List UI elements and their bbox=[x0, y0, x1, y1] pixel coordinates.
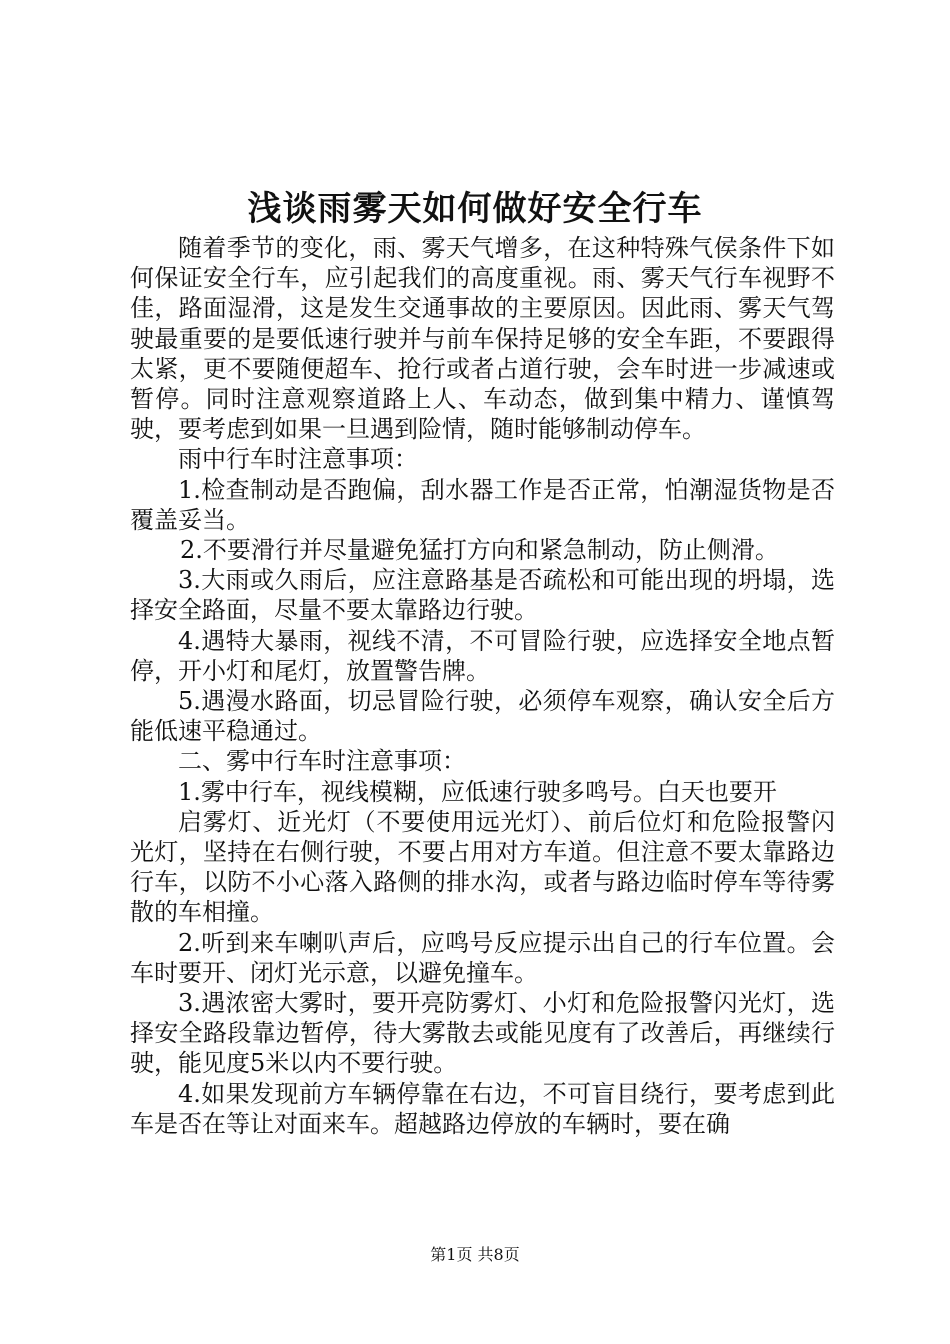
fog-item-3: 3.遇浓密大雾时，要开亮防雾灯、小灯和危险报警闪光灯，选择安全路段靠边暂停，待大雾散去或能见度有了改善后，再继续行驶，能见度5米以内不要行驶。 bbox=[130, 989, 835, 1078]
page-indicator: 第1页 共8页 bbox=[430, 1245, 520, 1264]
fog-item-1-start: 1.雾中行车，视线模糊，应低速行驶多鸣号。白天也要开 bbox=[178, 777, 777, 806]
fog-item-4: 4.如果发现前方车辆停靠在右边，不可盲目绕行，要考虑到此车是否在等让对面来车。超越路边停放的车辆时，要在确 bbox=[130, 1079, 835, 1138]
rain-item-1: 1.检查制动是否跑偏，刮水器工作是否正常，怕潮湿货物是否覆盖妥当。 bbox=[130, 475, 835, 534]
page-title: 浅谈雨雾天如何做好安全行车 bbox=[247, 189, 703, 229]
rain-item-5: 5.遇漫水路面，切忌冒险行驶，必须停车观察，确认安全后方能低速平稳通过。 bbox=[130, 687, 835, 746]
rain-item-2: 2.不要滑行并尽量避免猛打方向和紧急制动，防止侧滑。 bbox=[180, 536, 779, 565]
fog-item-1-continued: 启雾灯、近光灯（不要使用远光灯）、前后位灯和危险报警闪光灯，坚持在右侧行驶，不要占用对方车道。但注意不要太靠路边行车，以防不小心落入路侧的排水沟，或者与路边临时停车等待雾散的车相撞。 bbox=[130, 807, 835, 927]
rain-item-4: 4.遇特大暴雨，视线不清，不可冒险行驶，应选择安全地点暂停，开小灯和尾灯，放置警告牌。 bbox=[130, 626, 835, 685]
page-footer bbox=[0, 1245, 950, 1265]
section-heading-rain: 雨中行车时注意事项： bbox=[178, 445, 418, 474]
rain-item-3: 3.大雨或久雨后，应注意路基是否疏松和可能出现的坍塌，选择安全路面，尽量不要太靠路边行驶。 bbox=[130, 566, 835, 625]
document-body bbox=[130, 233, 835, 1139]
section-heading-fog: 二、雾中行车时注意事项： bbox=[178, 747, 466, 776]
fog-item-2: 2.听到来车喇叭声后，应鸣号反应提示出自己的行车位置。会车时要开、闭灯光示意，以避免撞车。 bbox=[130, 928, 835, 987]
paragraph-intro: 随着季节的变化，雨、雾天气增多，在这种特殊气侯条件下如何保证安全行车，应引起我们的高度重视。雨、雾天气行车视野不佳，路面湿滑，这是发生交通事故的主要原因。因此雨、雾天气驾驶最重要的是要低速行驶并与前车保持足够的安全车距，不要跟得太紧，更不要随便超车、抢行或者占道行驶，会车时进一步减速或暂停。同时注意观察道路上人、车动态，做到集中精力、谨慎驾驶，要考虑到如果一旦遇到险情，随时能够制动停车。 bbox=[130, 234, 835, 444]
